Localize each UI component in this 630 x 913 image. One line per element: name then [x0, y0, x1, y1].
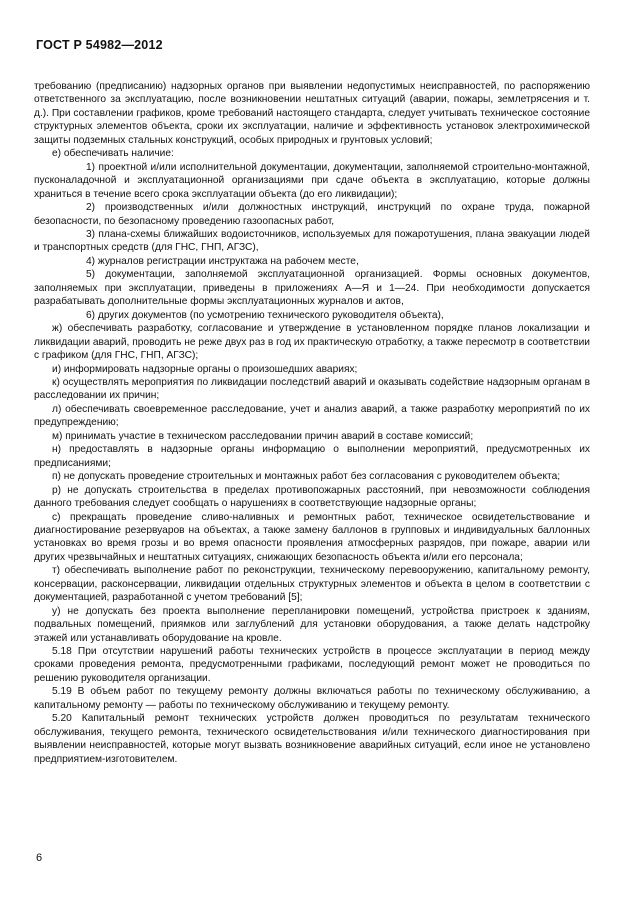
paragraph: 6) других документов (по усмотрению технического руководителя объекта),	[86, 309, 444, 321]
paragraph: ж) обеспечивать разработку, согласование и утверждение в установленном порядке планов локализации и ликвидации аварий, проводить не реже двух раз в год их практическую отработку, а также пересмотр в соответствии с графиком (для ГНС, ГНП, АГЗС);	[34, 323, 590, 362]
paragraph: п) не допускать проведение строительных и монтажных работ без согласования с руководителем объекта;	[52, 471, 561, 483]
paragraph: 2) производственных и/или должностных инструкций, инструкций по охране труда, пожарной безопасности, по безопасному проведению газоопасных работ,	[34, 202, 590, 227]
paragraph: 5) документации, заполняемой эксплуатационной организацией. Формы основных документов, заполняемых при эксплуатации, приведены в приложениях А—Я и 1—24. При необходимости допускается разрабатывать дополнительные формы эксплуатационных журналов и актов,	[34, 269, 590, 308]
page-header-standard: ГОСТ Р 54982—2012	[36, 38, 163, 52]
paragraph: м) принимать участие в техническом расследовании причин аварий в составе комиссий;	[52, 430, 474, 442]
paragraph: к) осуществлять мероприятия по ликвидации последствий аварий и оказывать содействие надзорным органам в расследовании их причин;	[34, 376, 590, 402]
paragraph: н) предоставлять в надзорные органы информацию о выполнении мероприятий, предусмотренных их предписаниями;	[34, 444, 590, 469]
paragraph: 5.20 Капитальный ремонт технических устройств должен проводиться по результатам технического обслуживания, текущего ремонта, технического освидетельствования и/или технического диагностирования при выявлении неисправностей, которые могут вызвать возникновение аварийных ситуаций, если иное не установлено предприятием-изготовителем.	[34, 713, 590, 765]
paragraph: у) не допускать без проекта выполнение перепланировки помещений, устройства пристроек к зданиям, подвальных помещений, приямков или заглублений для установки оборудования, а также делать надстройку этажей или устанавливать оборудование на кровле.	[34, 605, 590, 644]
paragraph: т) обеспечивать выполнение работ по реконструкции, техническому перевооружению, капитальному ремонту, консервации, расконсервации, ликвидации отдельных структурных элементов и объекта в целом в соответствии с документацией, разработанной с учетом требований [5];	[34, 565, 590, 604]
page-number: 6	[36, 852, 43, 864]
paragraph: и) информировать надзорные органы о произошедших авариях;	[52, 363, 358, 375]
paragraph: е) обеспечивать наличие:	[52, 148, 174, 160]
paragraph: р) не допускать строительства в пределах противопожарных расстояний, при невозможности соблюдения данного требования следует сообщать о нарушениях в соответствующие надзорные органы;	[34, 484, 590, 510]
paragraph: 5.19 В объем работ по текущему ремонту должны включаться работы по техническому обслуживанию, а капитальному ремонту — работы по техническому обслуживанию и текущему ремонту.	[34, 686, 590, 711]
paragraph: с) прекращать проведение сливо-наливных и ремонтных работ, техническое освидетельствование и диагностирование резервуаров на объектах, а также замену баллонов в групповых и индивидуальных баллонных установках во время грозы и во время опасности проявления атмосферных разрядов, при пожаре, аварии или других чрезвычайных и нештатных ситуациях, снижающих безопасность объекта и/или его персонала;	[34, 511, 590, 563]
paragraph: 1) проектной и/или исполнительной документации, документации, заполняемой строительно-монтажной, пусконаладочной и эксплуатационной организациями при сдаче объекта в эксплуатацию, которые должны храниться в течение всего срока эксплуатации объекта (до его ликвидации);	[34, 161, 590, 200]
paragraph: 3) плана-схемы ближайших водоисточников, используемых для пожаротушения, плана эвакуации людей и транспортных средств (для ГНС, ГНП, АГЗС),	[34, 228, 590, 254]
paragraph: 5.18 При отсутствии нарушений работы технических устройств в процессе эксплуатации в период между сроками проведения ремонта, предусмотренными графиками, последующий ремонт может не проводиться по решению руководителя организации.	[34, 646, 590, 684]
paragraph: требованию (предписанию) надзорных органов при выявлении недопустимых неисправностей, по распоряжению ответственного за эксплуатацию, после возникновении нештатных ситуаций (аварии, пожары, землетрясения и т. д.). При составлении графиков, кроме требований настоящего стандарта, следует учитывать техническое состояние структурных элементов объекта, сроки их эксплуатации, наличие и эффективность установок электрохимической защиты подземных стальных конструкций, особых природных и грунтовых условий;	[34, 81, 590, 146]
paragraph: 4) журналов регистрации инструктажа на рабочем месте,	[86, 255, 359, 267]
document-body	[34, 80, 590, 766]
paragraph: л) обеспечивать своевременное расследование, учет и анализ аварий, а также разработку мероприятий по их предупреждению;	[34, 403, 590, 429]
